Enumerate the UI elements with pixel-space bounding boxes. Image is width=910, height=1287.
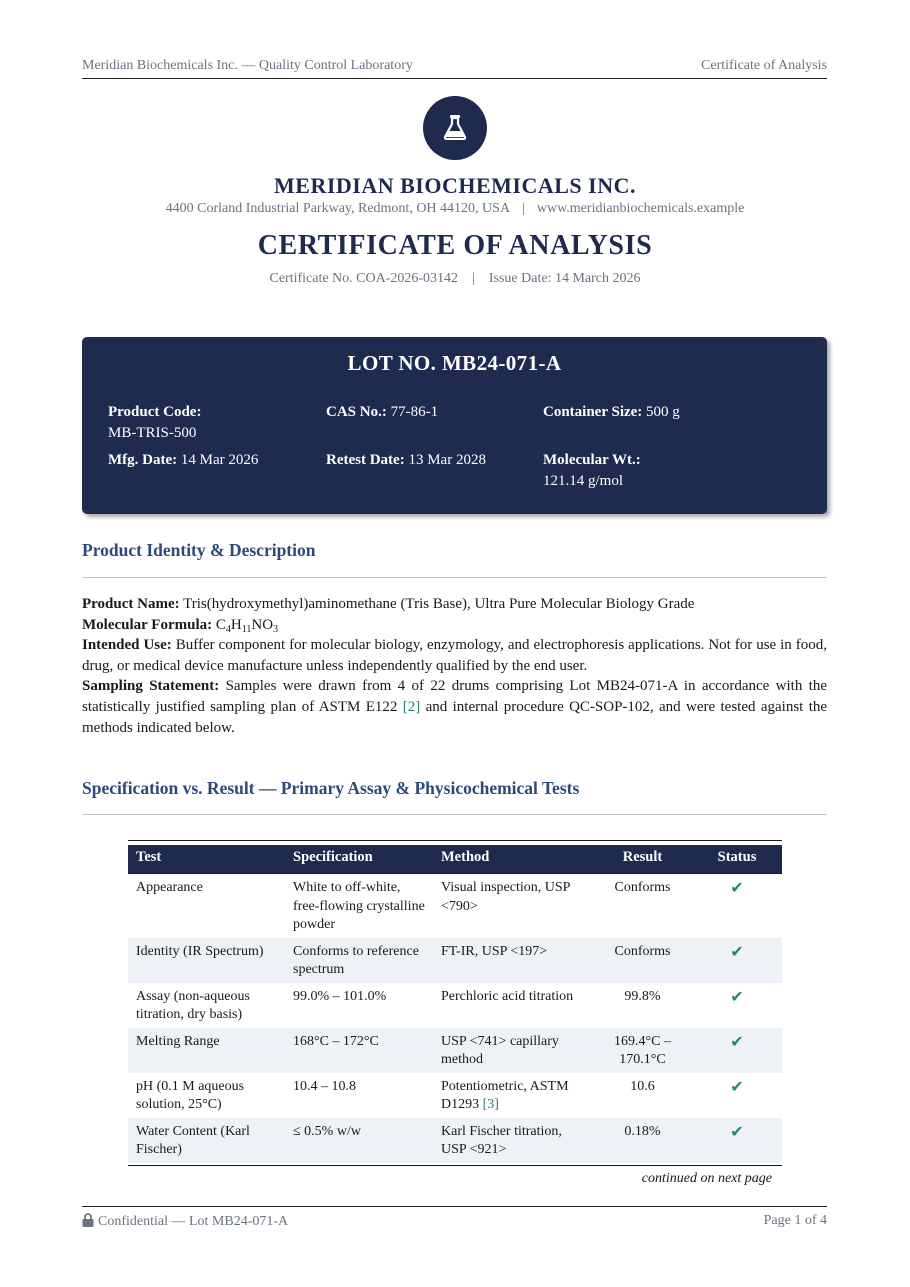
page-number: Page 1 of 4 <box>763 1213 827 1228</box>
running-footer <box>82 1206 827 1229</box>
sampling-text-end: and internal procedure QC-SOP-102, and were tested against the methods indicated below. <box>82 698 828 736</box>
formula-label: Molecular Formula: <box>82 616 213 633</box>
table-top-rule <box>128 840 782 841</box>
lock-icon <box>82 1213 94 1227</box>
table-bottom-rule <box>128 1165 782 1166</box>
table-row <box>128 1028 782 1073</box>
method: USP <741> capillary method <box>441 1033 559 1067</box>
identity-description <box>82 594 827 738</box>
field-value: 13 Mar 2028 <box>408 452 486 468</box>
field-label: Molecular Wt.: <box>543 452 641 468</box>
method: Karl Fischer titration, USP <921> <box>441 1123 562 1157</box>
test-name: Assay (non-aqueous titration, dry basis) <box>136 988 250 1022</box>
sampling-label: Sampling Statement: <box>82 678 220 695</box>
specification: ≤ 0.5% w/w <box>293 1123 361 1139</box>
field-value: 500 g <box>646 404 680 420</box>
method: Visual inspection, USP <790> <box>441 880 570 914</box>
field-value: 121.14 g/mol <box>543 473 624 489</box>
method-cell <box>433 1073 593 1118</box>
flask-icon <box>443 114 467 140</box>
result: 169.4°C – 170.1°C <box>614 1033 671 1067</box>
check-icon: ✔ <box>730 1076 744 1096</box>
mfg-date-field <box>108 450 313 471</box>
table-header-row <box>128 845 782 869</box>
status-cell <box>692 1118 782 1163</box>
check-icon: ✔ <box>730 1121 744 1141</box>
table-row <box>128 1118 782 1163</box>
separator: | <box>522 201 525 216</box>
check-icon: ✔ <box>730 878 744 897</box>
retest-date-field <box>326 450 506 471</box>
status-cell <box>692 874 782 938</box>
sampling-statement-line <box>82 676 827 738</box>
status-cell <box>692 1073 782 1118</box>
field-label: Product Code: <box>108 404 202 420</box>
product-code-field <box>108 402 298 444</box>
column-header: Result <box>622 849 663 865</box>
product-name-label: Product Name: <box>82 596 180 612</box>
result: Conforms <box>614 943 671 959</box>
field-value: 14 Mar 2026 <box>180 452 259 468</box>
method: FT-IR, USP <197> <box>441 943 548 959</box>
table-row <box>128 938 782 983</box>
test-name: Identity (IR Spectrum) <box>136 943 264 959</box>
certificate-number: Certificate No. COA-2026-03142 <box>269 271 459 286</box>
specification: 168°C – 172°C <box>293 1033 379 1049</box>
result: 99.8% <box>624 988 661 1004</box>
certificate-info <box>0 271 910 287</box>
section-divider <box>82 814 827 815</box>
citation-link[interactable]: [3] <box>482 1097 499 1112</box>
product-name-line <box>82 594 827 615</box>
field-value: MB-TRIS-500 <box>108 425 197 441</box>
molecular-formula: $C_4H_{11}NO_3$ <box>215 616 279 635</box>
intended-use: Buffer component for molecular biology, enzymology, and electrophoresis applications. Not for use in food, drug, or medical device manufacture unless independently qualified by the end user. <box>82 637 827 674</box>
results-table <box>128 845 782 1163</box>
formula-line <box>82 615 827 636</box>
specification: 99.0% – 101.0% <box>293 988 387 1004</box>
field-label: CAS No.: <box>326 404 387 420</box>
field-label: Container Size: <box>543 404 643 420</box>
sampling-text: Samples were drawn from 4 of 22 drums comprising Lot MB24-071-A in accordance with the statistically justified sampling plan of ASTM E122 <box>82 678 828 715</box>
company-name: MERIDIAN BIOCHEMICALS INC. <box>274 173 636 198</box>
citation-link[interactable]: [2] <box>402 698 421 715</box>
field-label: Retest Date: <box>326 452 405 468</box>
continued-note: continued on next page <box>641 1171 772 1186</box>
lot-summary-box <box>82 337 827 514</box>
result: 10.6 <box>630 1078 655 1094</box>
company-logo <box>423 96 487 160</box>
running-header <box>82 58 827 79</box>
issue-date: Issue Date: 14 March 2026 <box>488 271 641 286</box>
section-title-specification: Specification vs. Result — Primary Assay & Physicochemical Tests <box>82 778 580 798</box>
column-header: Method <box>441 849 490 865</box>
specification: Conforms to reference spectrum <box>293 943 419 977</box>
separator: | <box>472 271 475 286</box>
molecular-weight-field <box>543 450 733 492</box>
header-doc-type: Certificate of Analysis <box>701 58 827 73</box>
product-name: Tris(hydroxymethyl)aminomethane (Tris Base), Ultra Pure Molecular Biology Grade <box>183 596 695 612</box>
document-title: CERTIFICATE OF ANALYSIS <box>257 230 653 261</box>
company-website[interactable]: www.meridianbiochemicals.example <box>536 201 745 216</box>
check-icon: ✔ <box>730 986 744 1006</box>
method: Perchloric acid titration <box>441 988 574 1004</box>
header-lab-name: Meridian Biochemicals Inc. — Quality Control Laboratory <box>82 58 413 73</box>
test-name: pH (0.1 M aqueous solution, 25°C) <box>136 1078 245 1112</box>
field-value: 77-86-1 <box>390 404 439 420</box>
container-size-field <box>543 402 783 423</box>
footer-left-text: Confidential — Lot MB24-071-A <box>98 1214 289 1229</box>
field-label: Mfg. Date: <box>108 452 178 468</box>
company-address: 4400 Corland Industrial Parkway, Redmont, OH 44120, USA <box>165 201 511 216</box>
result: 0.18% <box>624 1123 661 1139</box>
table-row <box>128 874 782 938</box>
status-cell <box>692 1028 782 1073</box>
section-title-identity: Product Identity & Description <box>82 540 316 560</box>
specification-table <box>128 840 782 1166</box>
table-row <box>128 983 782 1028</box>
check-icon: ✔ <box>730 941 744 961</box>
test-name: Melting Range <box>136 1033 220 1049</box>
test-name: Appearance <box>136 880 203 895</box>
footer-confidential <box>82 1213 288 1230</box>
lot-number: LOT NO. MB24-071-A <box>347 351 562 375</box>
method: Potentiometric, ASTM D1293 <box>441 1078 569 1112</box>
column-header: Status <box>717 849 757 865</box>
status-cell <box>692 983 782 1028</box>
cas-field <box>326 402 516 423</box>
table-row <box>128 1073 782 1118</box>
test-name: Water Content (Karl Fischer) <box>136 1123 250 1157</box>
check-icon: ✔ <box>730 1031 744 1051</box>
column-header: Specification <box>293 849 373 865</box>
section-divider <box>82 577 827 578</box>
company-address-line <box>0 201 910 217</box>
intended-use-label: Intended Use: <box>82 637 172 654</box>
specification: 10.4 – 10.8 <box>293 1078 356 1094</box>
status-cell <box>692 938 782 983</box>
specification: White to off-white, free-flowing crystalline powder <box>293 880 425 932</box>
intended-use-line <box>82 635 827 676</box>
column-header: Test <box>136 849 162 865</box>
result: Conforms <box>614 880 671 895</box>
